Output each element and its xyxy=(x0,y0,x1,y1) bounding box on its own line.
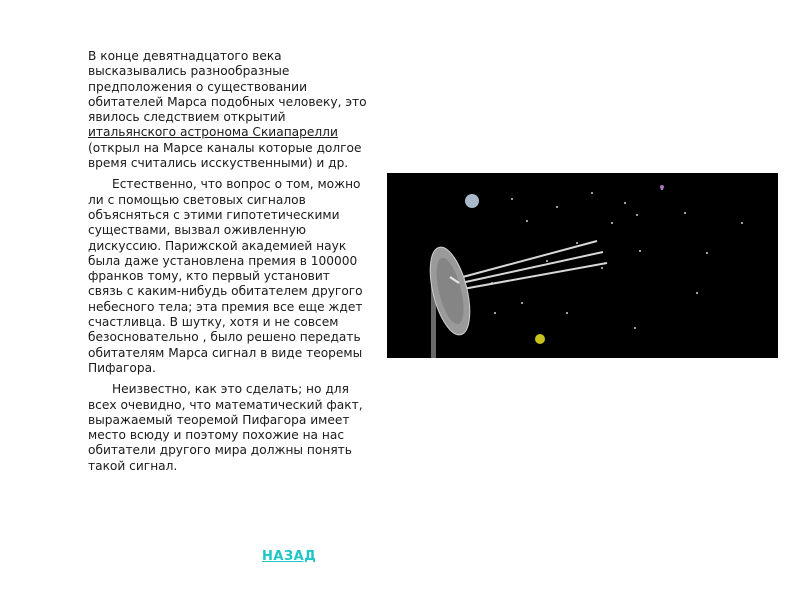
purple-star xyxy=(660,185,664,189)
paragraph-2: Естественно, что вопрос о том, можно ли с помощью световых сигналов объясняться с этими гипотетическими существами, вызвал оживленную дискуссию. Парижской академией наук была даже установлена премия в 100000 франков тому, кто первый установит связь с каким-нибудь обитателем другого небесного тела; эта премия все еще ждет счастливца. В шутку, хотя и не совсем безосновательно , было решено передать обитателям Марса сигнал в виде теоремы Пифагора. xyxy=(88,177,363,375)
paragraph-1-rest: (открыл на Марсе каналы которые долгое время считались исскуственными) и др. xyxy=(88,140,362,171)
back-link[interactable]: НАЗАД xyxy=(262,549,317,564)
antenna-signal-drawing xyxy=(387,173,778,358)
schiaparelli-reference: итальянского астронома Скиапарелли xyxy=(88,125,338,140)
signal-beams xyxy=(459,241,607,289)
yellow-planet xyxy=(535,334,545,344)
paragraph-1 xyxy=(88,49,368,171)
paragraph-3: Неизвестно, как это сделать; но для всех очевидно, что математический факт, выражаемый теоремой Пифагора имеет место всюду и поэтому похожие на нас обитатели другого мира должны понять такой сигнал. xyxy=(88,382,363,473)
paragraph-1-intro: В конце девятнадцатого века высказывались разнообразные предположения о существовании обитателей Марса подобных человеку, это явилось следствием открытий xyxy=(88,49,367,125)
blue-planet xyxy=(465,194,479,208)
article-text xyxy=(88,49,368,480)
space-antenna-illustration xyxy=(387,173,778,358)
